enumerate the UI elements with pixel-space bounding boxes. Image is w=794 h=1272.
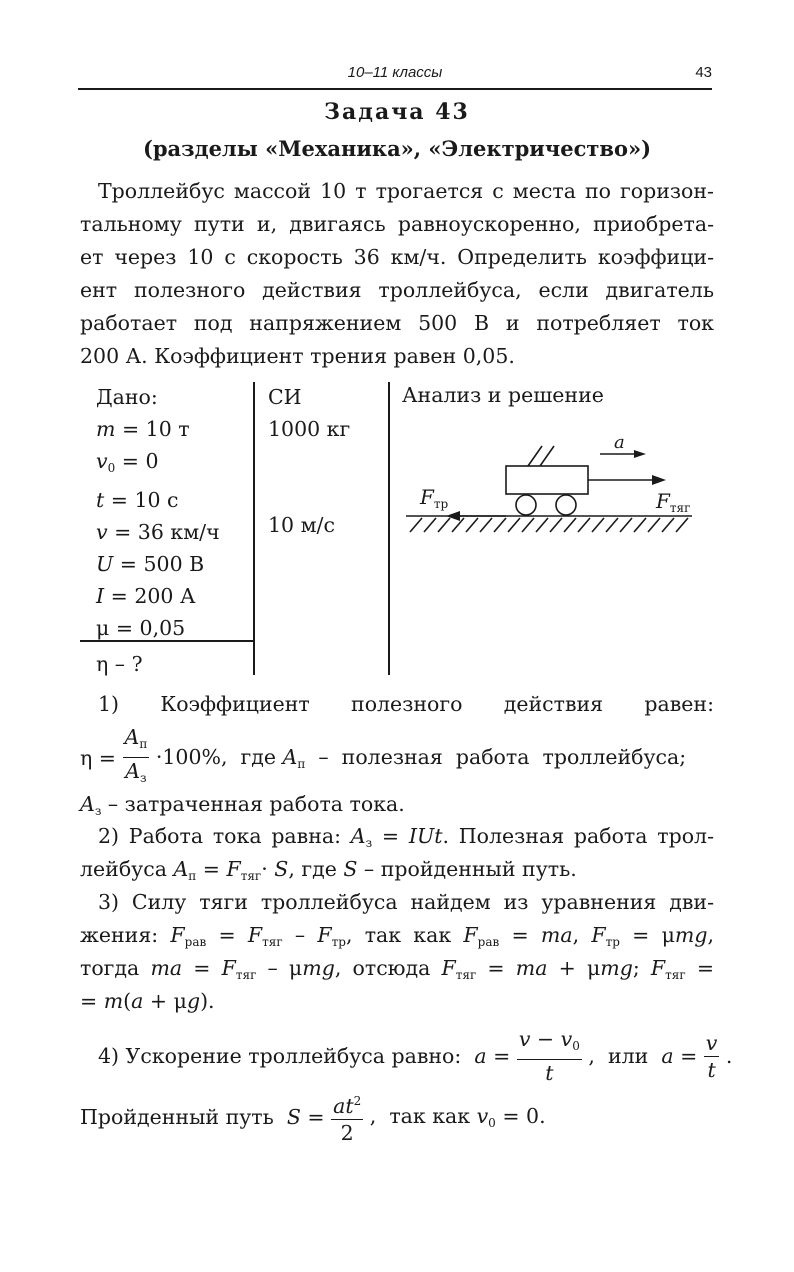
- statement-line: тальному пути и, двигаясь равноускоренно, приобрета-: [80, 212, 714, 236]
- acceleration-fraction: $\frac{v - v_0}{t}$: [518, 1027, 580, 1085]
- acceleration-fraction-simple: $\frac{v}{t}$: [705, 1030, 718, 1082]
- step1-formula: η = $\frac{A_п}{A_з}$ ·100%, где $A_п$ – полезная работа троллейбуса;: [80, 724, 714, 791]
- page-number: 43: [695, 64, 712, 81]
- header-rule: [78, 88, 712, 90]
- given-row: t = 10 с: [96, 488, 179, 512]
- trolleybus-diagram: [400, 432, 710, 542]
- table-divider-1: [253, 382, 255, 675]
- step1-end: $A_з$ – затраченная работа тока.: [80, 792, 405, 818]
- statement-line: ет через 10 с скорость 36 км/ч. Определить коэффици-: [80, 245, 714, 269]
- statement-line: 200 А. Коэффициент трения равен 0,05.: [80, 344, 515, 368]
- task-sections: (разделы «Механика», «Электричество»): [142, 136, 652, 161]
- label-f-traction: $F_{тяг}$: [656, 489, 691, 515]
- step-5: Пройденный путь S = $\frac{at^2}{2}$ , так как $v_0 = 0$.: [80, 1088, 714, 1146]
- si-row: 10 м/с: [268, 513, 335, 537]
- given-row: v = 36 км/ч: [96, 520, 220, 544]
- running-title: 10–11 классы: [347, 64, 443, 81]
- running-header: [78, 62, 712, 88]
- efficiency-fraction: $\frac{A_п}{A_з}$: [124, 725, 148, 785]
- si-header: СИ: [268, 385, 302, 409]
- task-title: Задача 43: [324, 99, 470, 125]
- table-divider-2: [388, 382, 390, 675]
- task-statement: [80, 175, 714, 373]
- given-row: $v_0 = 0$: [96, 449, 159, 475]
- ground-hatching: [410, 518, 688, 532]
- label-a: a: [614, 432, 625, 453]
- step-3: 3) Силу тяги троллейбуса найдем из уравнения дви- жения: $F_{рав} = F_{тяг} - F_{тр}$, так как $F_{рав}$ = ma, $F_{тр} = \mu mg$, тогда ma = $F_{тяг}$ – μmg, отсюда $F_{тяг}$ = ma + μmg; $F_{тяг}$ = = m(a + μg).: [80, 890, 714, 1013]
- statement-line: ент полезного действия троллейбуса, если двигатель: [80, 278, 714, 302]
- trolley-pole: [540, 446, 554, 466]
- statement-line: работает под напряжением 500 В и потребляет ток: [80, 311, 714, 335]
- si-column: [268, 381, 350, 541]
- wheel-icon: [516, 495, 536, 515]
- given-column: [96, 381, 220, 680]
- trolleybus-body: [506, 466, 588, 494]
- label-f-friction: $F_{тр}$: [420, 485, 449, 511]
- distance-fraction: $\frac{at^2}{2}$: [331, 1088, 363, 1146]
- statement-line: Троллейбус массой 10 т трогается с места по горизон-: [98, 179, 714, 203]
- given-row: I = 200 А: [96, 584, 196, 608]
- given-row: U = 500 В: [96, 552, 205, 576]
- given-header: Дано:: [96, 385, 158, 409]
- step-2: 2) Работа тока равна: $A_з$ = IUt. Полезная работа трол- лейбуса $A_п = F_{тяг}\cdot S$, где S – пройденный путь.: [80, 824, 714, 883]
- step-4: 4) Ускорение троллейбуса равно: a = $\frac{v - v_0}{t}$ , или a = $\frac{v}{t}$ .: [98, 1027, 733, 1085]
- given-row: μ = 0,05: [96, 616, 186, 640]
- analysis-header: Анализ и решение: [402, 383, 604, 407]
- step-1: [80, 688, 714, 721]
- given-row: m = 10 т: [96, 417, 190, 441]
- trolley-pole: [528, 446, 542, 466]
- find-row: η – ?: [96, 652, 143, 676]
- step1-line1: 1) Коэффициент полезного действия равен:: [98, 692, 714, 716]
- si-row: 1000 кг: [268, 417, 351, 441]
- wheel-icon: [556, 495, 576, 515]
